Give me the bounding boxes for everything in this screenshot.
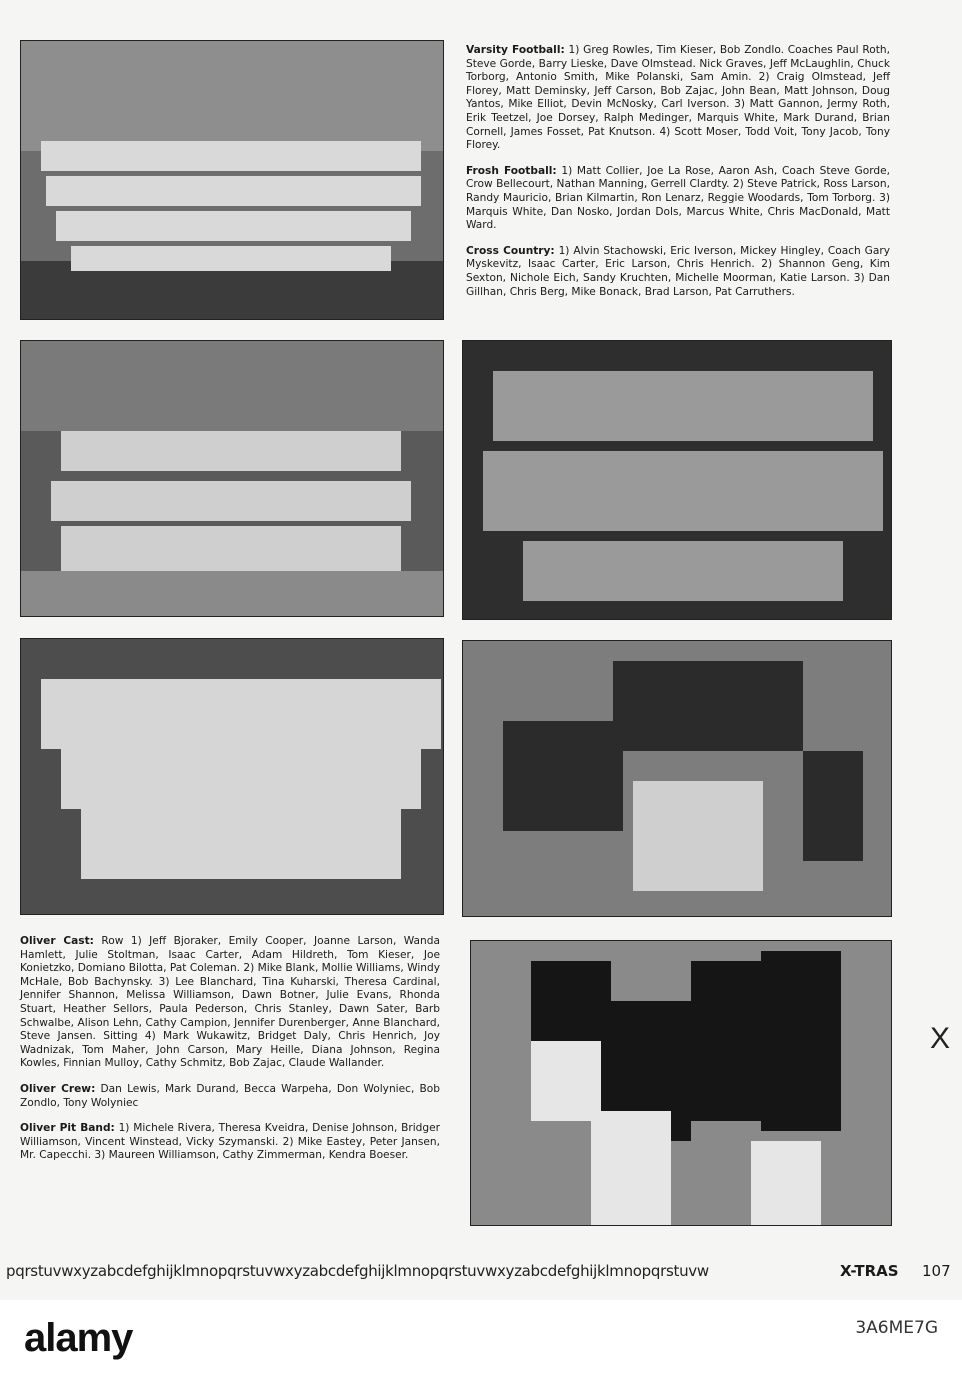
caption-block-oliver <box>20 935 440 1175</box>
footer-page-number: 107 <box>922 1262 951 1280</box>
caption-text: Row 1) Jeff Bjoraker, Emily Cooper, Joanne Larson, Wanda Hamlett, Julie Stoltman, Isaac Carter, Adam Hildreth, Tom Kieser, Joe Konietzko, Domiano Bilotta, Pat Coleman. 2) Mike Blank, Mollie Williams, Windy McHale, Bob Bachynsky. 3) Lee Blanchard, Tina Kuharski, Theresa Cardinal, Jennifer Shannon, Melissa Williamson, Dawn Botner, Julie Evans, Rhonda Stuart, Heather Sellors, Paula Pederson, Chris Stanley, Dawn Sater, Barb Schwalbe, Alison Lehn, Cathy Campion, Jennifer Durenberger, Anne Blanchard, Steve Jansen. Sitting 4) Mark Wukawitz, Bridget Daly, Chris Henrich, Joy Wadnizak, Tom Maher, John Carson, Mary Heille, Diana Johnson, Regina Kowles, Finnian Mulloy, Cathy Schmitz, Bob Zajac, Claude Wallander. <box>20 935 440 1070</box>
caption-title: Oliver Cast: <box>20 935 94 947</box>
caption-oliver-cast <box>20 935 440 1071</box>
caption-title: Varsity Football: <box>466 44 565 56</box>
caption-text: 1) Alvin Stachowski, Eric Iverson, Mickey Hingley, Coach Gary Myskevitz, Isaac Carter, Eric Larson, Chris Henrich. 2) Shannon Geng, Kim Sexton, Nichole Eich, Sandy Kruchten, Michelle Moorman, Katie Larson. 3) Dan Gillhan, Chris Berg, Mike Bonack, Brad Larson, Pat Carruthers. <box>466 244 890 298</box>
caption-title: Oliver Pit Band: <box>20 1122 115 1135</box>
photo-varsity-football <box>20 40 444 320</box>
footer-alphabet-strip: pqrstuvwxyzabcdefghijklmnopqrstuvwxyzabcdefghijklmnopqrstuvwxyzabcdefghijklmnopqrstuvw <box>6 1262 709 1280</box>
footer-section-title: X-TRAS <box>840 1262 899 1280</box>
photo-oliver-pit-band <box>470 940 892 1226</box>
caption-text: Dan Lewis, Mark Durand, Becca Warpeha, Don Wolyniec, Bob Zondlo, Tony Wolyniec <box>20 1082 440 1109</box>
caption-title: Cross Country: <box>466 244 555 257</box>
section-side-mark: X <box>930 1022 951 1055</box>
photo-cross-country <box>20 638 444 915</box>
caption-text: 1) Matt Collier, Joe La Rose, Aaron Ash, Coach Steve Gorde, Crow Bellecourt, Nathan Manning, Gerrell Clardty. 2) Steve Patrick, Ross Larson, Randy Mauricio, Brian Kilmartin, Ron Lenarz, Reggie Woodards, Tom Torborg. 3) Marquis White, Dan Nosko, Jordan Dols, Marcus White, Chris MacDonald, Matt Ward. <box>466 164 890 232</box>
watermark-logo: alamy <box>24 1316 133 1360</box>
photo-frosh-football-image <box>21 341 443 616</box>
caption-block-sports <box>466 44 890 311</box>
photo-oliver-cast <box>462 340 892 620</box>
photo-oliver-cast-image <box>463 341 891 619</box>
caption-oliver-crew <box>20 1083 440 1110</box>
watermark-bar <box>0 1300 962 1390</box>
caption-text: 1) Greg Rowles, Tim Kieser, Bob Zondlo. Coaches Paul Roth, Steve Gorde, Barry Lieske, Dave Olmstead. Nick Graves, Jeff McLaughlin, Chuck Torborg, Antonio Smith, Mike Polanski, Sam Amin. 2) Craig Olmstead, Jeff Florey, Matt Deminsky, Jeff Carson, Bob Zajac, John Bean, Matt Johnson, Doug Yantos, Mike Elliot, Devin McNosky, Carl Iverson. 3) Matt Gannon, Jermy Roth, Erik Teetzel, Joe Dorsey, Ralph Medinger, Marquis White, Mark Durand, Brian Cornell, James Fosset, Pat Knutson. 4) Scott Moser, Todd Voit, Tony Jacob, Tony Florey. <box>466 44 890 152</box>
watermark-image-id: 3A6ME7G <box>855 1318 938 1338</box>
photo-varsity-football-image <box>21 41 443 319</box>
caption-cross-country <box>466 245 890 299</box>
photo-cross-country-image <box>21 639 443 914</box>
caption-title: Oliver Crew: <box>20 1082 96 1095</box>
caption-text: 1) Michele Rivera, Theresa Kveidra, Denise Johnson, Bridger Williamson, Vincent Winstead, Vicky Szymanski. 2) Mike Eastey, Peter Jansen, Mr. Capecchi. 3) Maureen Williamson, Cathy Zimmerman, Kendra Boeser. <box>20 1122 440 1162</box>
photo-oliver-crew-image <box>463 641 891 916</box>
caption-oliver-pit-band <box>20 1122 440 1163</box>
photo-oliver-pit-band-image <box>471 941 891 1225</box>
page-footer <box>0 1262 962 1286</box>
caption-frosh-football <box>466 165 890 233</box>
caption-title: Frosh Football: <box>466 164 557 177</box>
photo-oliver-crew <box>462 640 892 917</box>
photo-frosh-football <box>20 340 444 617</box>
caption-varsity-football <box>466 44 890 153</box>
